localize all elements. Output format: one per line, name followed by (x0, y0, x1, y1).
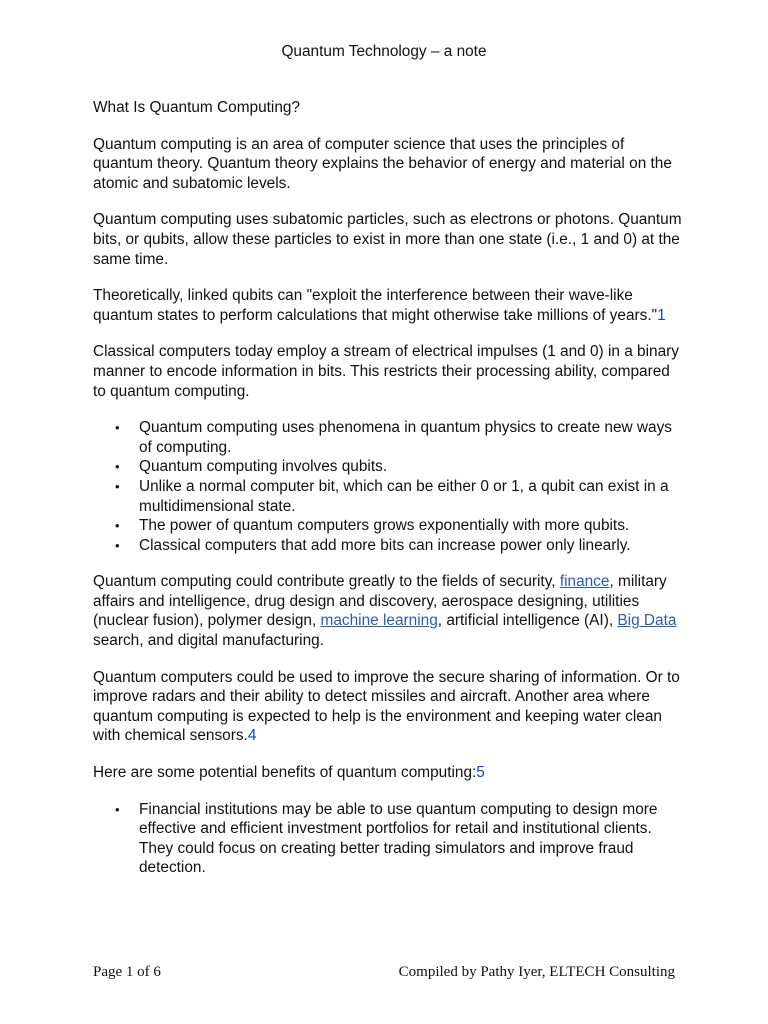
paragraph-linked-qubits (93, 286, 683, 325)
bullet-icon: • (115, 801, 120, 817)
page-title: Quantum Technology – a note (281, 43, 487, 60)
paragraph-text: search, and digital manufacturing. (93, 632, 324, 650)
list-item (115, 516, 683, 536)
list-item (115, 477, 683, 516)
list-item-text: The power of quantum computers grows exponentially with more qubits. (139, 517, 630, 535)
finance-link[interactable]: finance (559, 573, 610, 591)
list-item-text: Classical computers that add more bits can increase power only linearly. (139, 536, 631, 554)
paragraph-classical: Classical computers today employ a stream of electrical impulses (1 and 0) in a binary manner to encode information in bits. This restricts their processing ability, compared to quantum computing. (93, 343, 679, 400)
section-heading: What Is Quantum Computing? (93, 99, 301, 116)
bullet-list-benefits (93, 800, 683, 878)
footer-credit: Compiled by Pathy Iyer, ELTECH Consulting (398, 964, 675, 980)
paragraph-text: Quantum computers could be used to improve the secure sharing of information. Or to improve radars and their ability to detect missiles and aircraft. Another area where quantum computing is expected to help is the environment and keeping water clean with chemical sensors. (93, 668, 680, 745)
paragraph-definition: Quantum computing is an area of computer science that uses the principles of quantum theory. Quantum theory explains the behavior of energy and material on the atomic and subatomic levels. (93, 135, 672, 192)
list-item (115, 457, 683, 477)
list-item-text: Unlike a normal computer bit, which can be either 0 or 1, a qubit can exist in a multidimensional state. (139, 477, 669, 515)
list-item (115, 418, 683, 457)
paragraph-benefits-intro (93, 763, 683, 783)
bullet-icon: • (115, 420, 120, 436)
list-item (115, 536, 683, 556)
paragraph-fields (93, 572, 683, 650)
footnote-ref-4[interactable]: 4 (247, 727, 257, 745)
paragraph-subatomic: Quantum computing uses subatomic particles, such as electrons or photons. Quantum bits, or qubits, allow these particles to exist in more than one state (i.e., 1 and 0) at the same time. (93, 211, 682, 268)
list-item (115, 800, 683, 878)
document-body (93, 98, 683, 895)
paragraph-text: , artificial intelligence (AI), (437, 612, 618, 630)
page-footer (93, 963, 675, 983)
page-number: Page 1 of 6 (93, 964, 161, 980)
machine-learning-link[interactable]: machine learning (320, 612, 438, 630)
footnote-ref-1[interactable]: 1 (657, 306, 666, 324)
list-item-text: Quantum computing uses phenomena in quantum physics to create new ways of computing. (139, 419, 672, 456)
bullet-list-facts (93, 418, 683, 555)
footnote-ref-5[interactable]: 5 (476, 764, 485, 782)
paragraph-text: , military affairs and intelligence, drug design and discovery, aerospace designing, utilities (nuclear fusion), polymer design, (93, 573, 667, 630)
bullet-icon: • (115, 518, 120, 534)
big-data-link[interactable]: Big Data (617, 612, 677, 630)
bullet-icon: • (115, 537, 120, 553)
bullet-icon: • (115, 478, 120, 494)
list-item-text: Quantum computing involves qubits. (139, 458, 388, 476)
list-item-text: Financial institutions may be able to use quantum computing to design more effective and efficient investment portfolios for retail and institutional clients. They could focus on creating better trading simulators and improve fraud detection. (139, 800, 658, 877)
paragraph-text: Quantum computing could contribute greatly to the fields of security, (93, 573, 560, 591)
paragraph-text: Theoretically, linked qubits can "exploit the interference between their wave-like quantum states to perform calculations that might otherwise take millions of years." (93, 287, 658, 324)
bullet-icon: • (115, 459, 120, 475)
paragraph-text: Here are some potential benefits of quantum computing: (93, 764, 477, 782)
paragraph-uses (93, 668, 683, 746)
